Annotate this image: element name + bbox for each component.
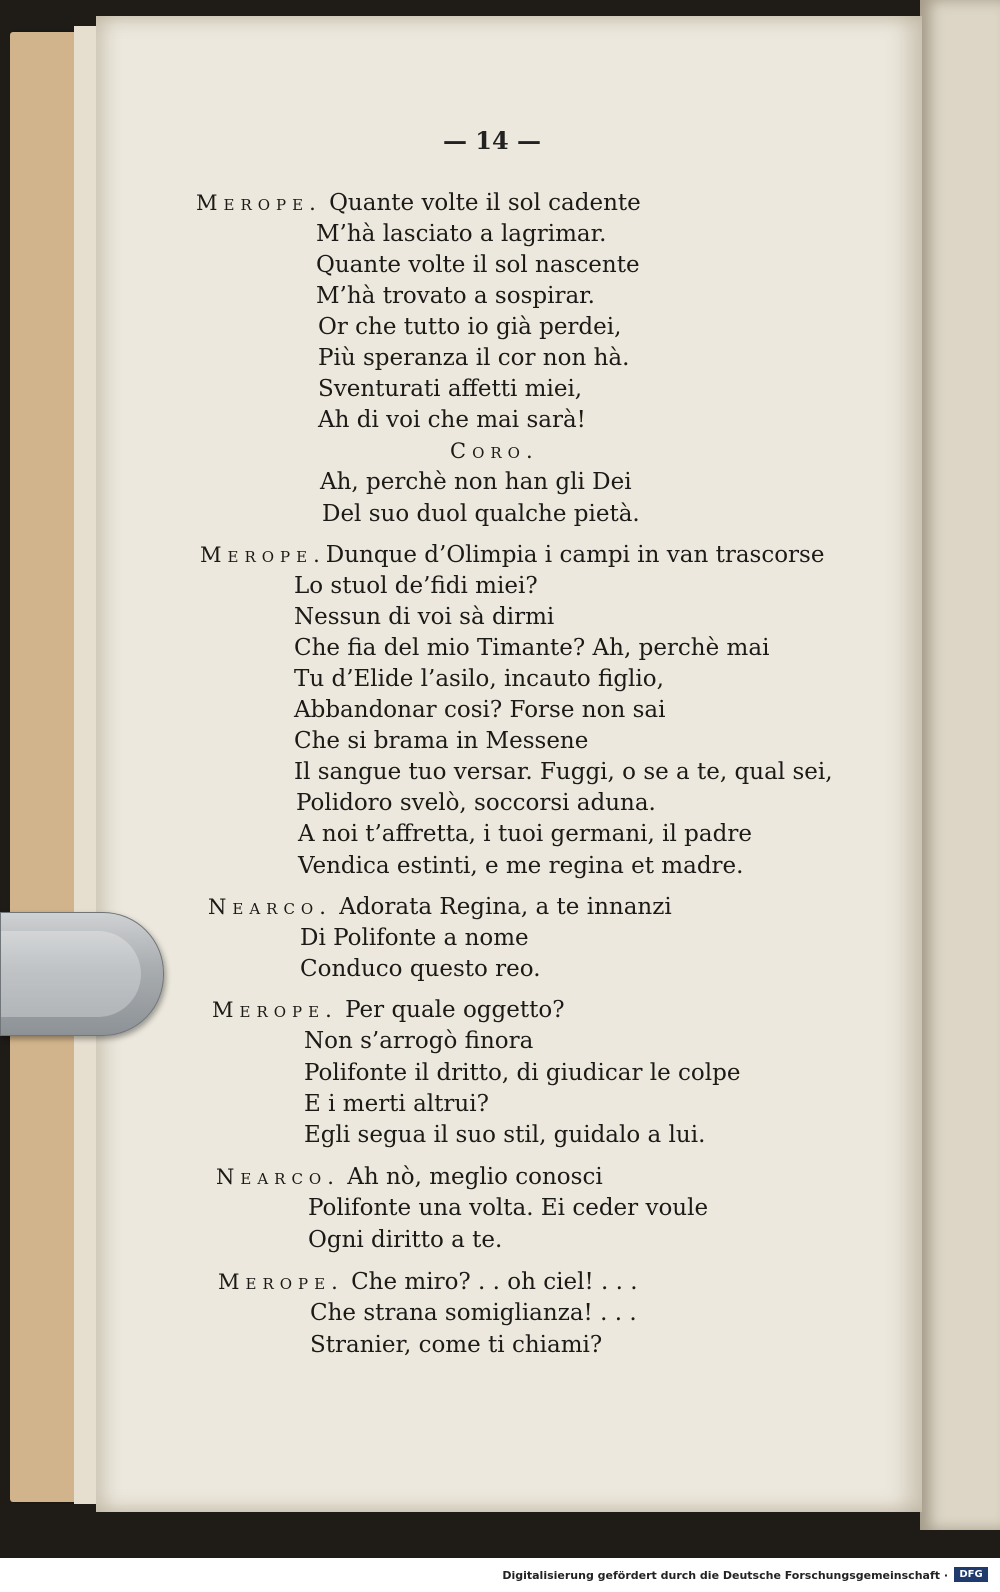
text-line: Polifonte il dritto, di giudicar le colpe	[304, 1060, 741, 1086]
footer-bar	[0, 1558, 1000, 1592]
text-line: Il sangue tuo versar. Fuggi, o se a te, qual sei,	[294, 759, 833, 785]
text-line: Che fia del mio Timante? Ah, perchè mai	[294, 635, 770, 661]
text-line: Ogni diritto a te.	[308, 1227, 503, 1253]
text-line: Quante volte il sol nascente	[316, 252, 640, 278]
line-text: Adorata Regina, a te innanzi	[339, 894, 672, 920]
page-clip	[0, 912, 164, 1036]
line-text: Quante volte il sol cadente	[329, 190, 641, 216]
text-line	[216, 1166, 603, 1189]
speaker-name: Merope.	[200, 543, 326, 567]
speaker-name: Merope.	[196, 191, 322, 215]
speaker-name: Coro.	[450, 439, 539, 463]
text-line: Che strana somiglianza! . . .	[310, 1300, 637, 1326]
text-line: Tu d’Elide l’asilo, incauto figlio,	[294, 666, 664, 692]
speaker-name: Nearco.	[208, 895, 332, 919]
funding-credit: Digitalisierung gefördert durch die Deutsche Forschungsgemeinschaft ·	[502, 1569, 948, 1582]
text-line: Nessun di voi sà dirmi	[294, 604, 555, 630]
text-line: Sventurati affetti miei,	[318, 376, 583, 402]
line-text: Ah nò, meglio conosci	[347, 1164, 603, 1190]
text-line: Polifonte una volta. Ei ceder voule	[308, 1195, 709, 1221]
speaker-name: Merope.	[212, 998, 338, 1022]
text-line: Polidoro svelò, soccorsi aduna.	[296, 790, 656, 816]
text-line: Che si brama in Messene	[294, 728, 589, 754]
text-line	[196, 192, 641, 215]
text-line: Più speranza il cor non hà.	[318, 345, 630, 371]
text-line	[450, 440, 539, 463]
text-line: Stranier, come ti chiami?	[310, 1332, 603, 1358]
clip-highlight	[1, 931, 141, 1017]
text-line	[208, 896, 672, 919]
text-line: Abbandonar cosi? Forse non sai	[294, 697, 666, 723]
text-line: A noi t’affretta, i tuoi germani, il padre	[298, 821, 752, 847]
text-line: Or che tutto io già perdei,	[318, 314, 622, 340]
text-line: Ah di voi che mai sarà!	[318, 407, 586, 433]
text-line	[218, 1271, 638, 1294]
text-line: Conduco questo reo.	[300, 956, 541, 982]
text-line: Lo stuol de’fidi miei?	[294, 573, 538, 599]
speaker-name: Nearco.	[216, 1165, 340, 1189]
text-line: E i merti altrui?	[304, 1091, 489, 1117]
speaker-name: Merope.	[218, 1270, 344, 1294]
dfg-logo-icon: DFG	[954, 1567, 988, 1582]
line-text: Che miro? . . oh ciel! . . .	[351, 1269, 638, 1295]
text-line: M’hà lasciato a lagrimar.	[316, 221, 607, 247]
line-text: Dunque d’Olimpia i campi in van trascorse	[325, 542, 825, 568]
text-line: Di Polifonte a nome	[300, 925, 529, 951]
facing-page-edge	[920, 0, 1000, 1530]
text-line: Del suo duol qualche pietà.	[322, 501, 640, 527]
text-line	[212, 999, 565, 1022]
line-text: Per quale oggetto?	[345, 997, 565, 1023]
text-line: Ah, perchè non han gli Dei	[320, 469, 632, 495]
text-line: Non s’arrogò finora	[304, 1028, 534, 1054]
text-line: M’hà trovato a sospirar.	[316, 283, 595, 309]
text-line: Egli segua il suo stil, guidalo a lui.	[304, 1122, 706, 1148]
text-line	[200, 544, 824, 567]
page-number: — 14 —	[442, 126, 542, 155]
text-line: Vendica estinti, e me regina et madre.	[298, 853, 744, 879]
